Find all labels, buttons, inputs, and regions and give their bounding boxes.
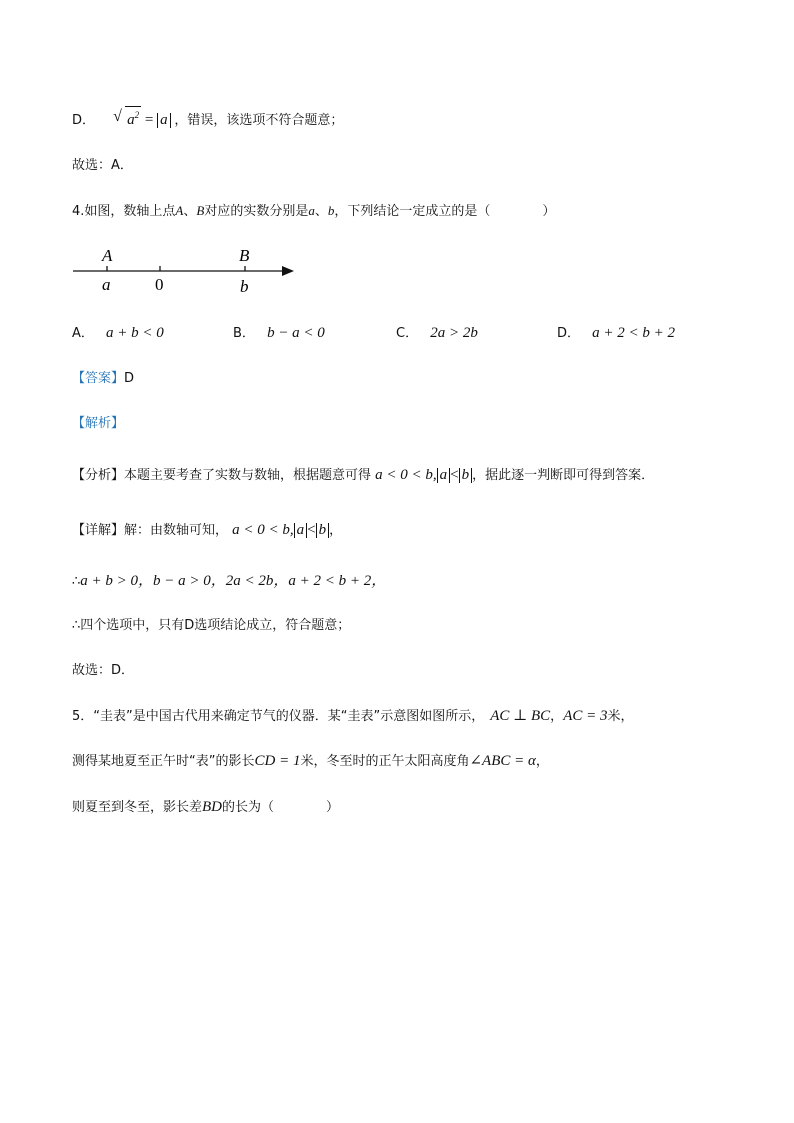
- detail-text: ，: [329, 523, 343, 538]
- length-expression: AC = 3: [563, 708, 608, 724]
- stem-text: ，下列结论一定成立的是（ ）: [334, 204, 556, 219]
- q4-answer: [72, 369, 134, 389]
- q5-line-3: [72, 797, 339, 818]
- stem-text: 则夏至到冬至，影长差: [72, 800, 203, 815]
- q4-option-b: [233, 323, 325, 344]
- option-comment: ，错误，该选项不符合题意；: [174, 113, 344, 128]
- sqrt-expression: [113, 108, 174, 128]
- exponent: 2: [134, 110, 140, 120]
- q4-option-d: [557, 323, 675, 344]
- stem-text: 对应的实数分别是: [204, 204, 309, 219]
- option-label: B．: [233, 326, 255, 341]
- equals-sign: =: [144, 112, 154, 128]
- stem-text: ，: [550, 709, 564, 724]
- label-A: A: [102, 246, 113, 265]
- arrow-icon: [282, 266, 294, 276]
- radical-icon: √: [113, 108, 122, 125]
- stem-text: ，: [535, 754, 549, 769]
- q4-option-c: [396, 323, 478, 344]
- stem-text: 米，: [607, 709, 634, 724]
- stem-text: 4.如图，数轴上点: [72, 204, 176, 219]
- detail-tag: 【详解】: [72, 523, 125, 538]
- number-line-diagram: [70, 242, 300, 300]
- stem-text: 的长为（ ）: [222, 800, 340, 815]
- var-b: b: [327, 203, 335, 218]
- segment-bd: BD: [202, 799, 223, 815]
- fenxi-tag: 【分析】: [72, 468, 125, 483]
- angle-expression: ∠ABC = α: [469, 753, 536, 769]
- option-d-prev: [72, 106, 343, 131]
- q4-detail: [72, 520, 342, 541]
- var-a: a: [308, 203, 315, 218]
- point-a-label: A: [175, 203, 184, 218]
- absolute-value: a: [157, 113, 171, 128]
- shadow-length-expression: CD = 1: [254, 753, 301, 769]
- option-label: A．: [72, 326, 94, 341]
- absolute-value: a: [437, 468, 451, 483]
- option-label: D．: [557, 326, 581, 341]
- stem-text: 测得某地夏至正午时“表”的影长: [72, 754, 255, 769]
- answer-value: D: [124, 371, 135, 386]
- q4-therefore-1: [72, 571, 386, 592]
- q4-choice: 故选：D．: [72, 663, 135, 678]
- perpendicular-expression: AC ⊥ BC: [490, 708, 551, 724]
- q4-fenxi: [72, 465, 654, 486]
- q4-analysis-tag: [72, 414, 124, 434]
- option-label: C．: [396, 326, 419, 341]
- fenxi-math: a < 0 < b,: [375, 467, 437, 483]
- point-b-label: B: [196, 203, 205, 218]
- stem-text: 米，冬至时的正午太阳高度角: [300, 754, 470, 769]
- label-0: 0: [155, 275, 164, 294]
- stem-text: 、: [314, 204, 328, 219]
- sqrt-radicand: a: [127, 112, 135, 128]
- q5-line-2: [72, 751, 549, 772]
- q4-therefore-2: ∴四个选项中，只有D选项结论成立，符合题意；: [72, 618, 351, 633]
- absolute-value: a: [294, 523, 308, 538]
- label-a: a: [102, 275, 111, 294]
- therefore-icon: ∴: [72, 574, 81, 589]
- detail-math: a < 0 < b,: [232, 522, 294, 538]
- option-label: D．: [72, 113, 96, 128]
- answer-tag: 【答案】: [72, 371, 125, 386]
- q4-stem: [72, 201, 555, 222]
- q5-line-1: [72, 706, 634, 727]
- absolute-value: b: [316, 523, 330, 538]
- prev-choice: 故选：A．: [72, 158, 133, 173]
- absolute-value: b: [459, 468, 473, 483]
- analysis-tag: 【解析】: [72, 416, 125, 431]
- stem-text: 5．“圭表”是中国古代用来确定节气的仪器．某“圭表”示意图如图所示，: [72, 709, 485, 724]
- detail-text: 解：由数轴可知，: [124, 523, 229, 538]
- fenxi-text: 本题主要考查了实数与数轴，根据题意可得: [124, 468, 372, 483]
- label-b: b: [240, 277, 249, 296]
- sqrt-sign: [113, 106, 141, 130]
- label-B: B: [239, 246, 250, 265]
- stem-text: 、: [183, 204, 197, 219]
- option-math: b − a < 0: [267, 325, 325, 341]
- less-than-sign: <: [450, 467, 459, 483]
- fenxi-text: ，据此逐一判断即可得到答案．: [472, 468, 655, 483]
- option-math: a + b < 0: [106, 325, 164, 341]
- therefore-math: a + b > 0，b − a > 0，2a < 2b，a + 2 < b + 2，: [80, 573, 387, 589]
- option-math: 2a > 2b: [430, 325, 478, 341]
- less-than-sign: <: [307, 522, 316, 538]
- q4-option-a: [72, 323, 164, 344]
- option-math: a + 2 < b + 2: [592, 325, 676, 341]
